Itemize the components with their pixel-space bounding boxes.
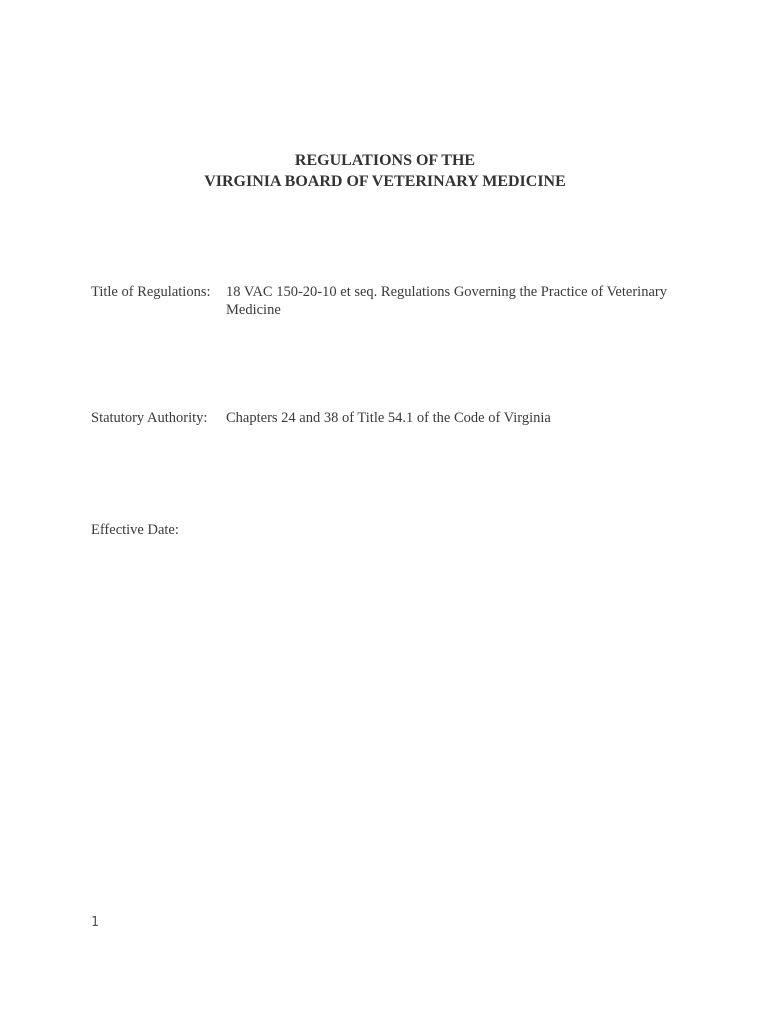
statutory-authority-label: Statutory Authority: (91, 410, 208, 426)
heading-line-1: REGULATIONS OF THE (294, 152, 476, 169)
document-heading (0, 150, 770, 192)
title-of-regulations-value: 18 VAC 150-20-10 et seq. Regulations Governing the Practice of Veterinary Medicine (226, 284, 667, 318)
title-of-regulations-label: Title of Regulations: (91, 284, 211, 300)
statutory-authority-value: Chapters 24 and 38 of Title 54.1 of the Code of Virginia (226, 410, 551, 426)
effective-date-label: Effective Date: (91, 522, 179, 538)
heading-line-2: VIRGINIA BOARD OF VETERINARY MEDICINE (204, 173, 566, 190)
page-number: 1 (91, 915, 99, 930)
